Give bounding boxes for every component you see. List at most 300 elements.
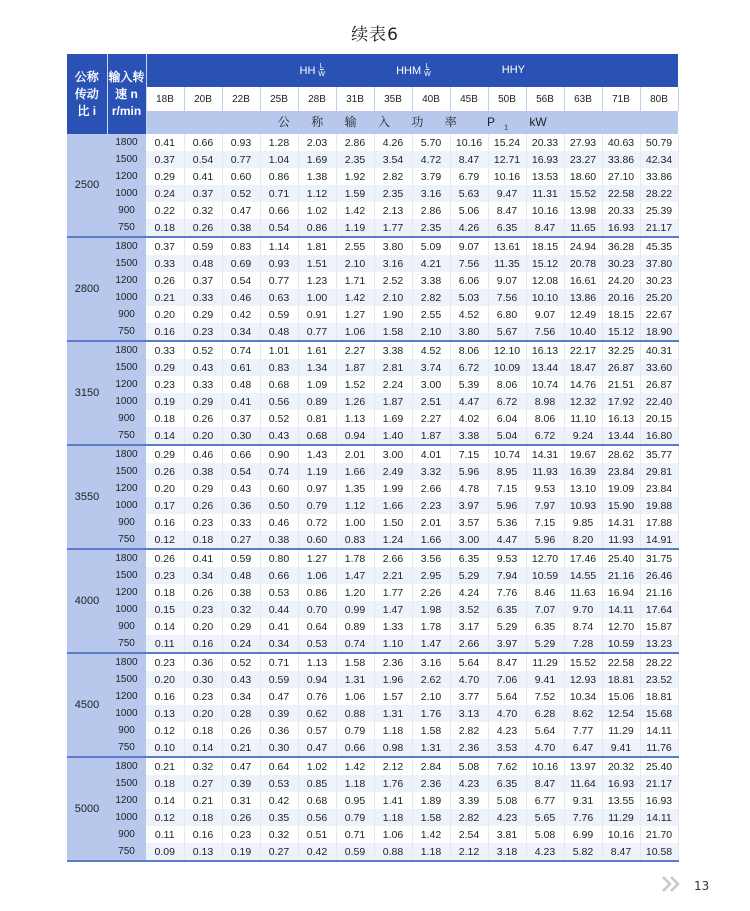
power-value-cell: 1.66 <box>412 531 450 549</box>
table-row <box>67 584 678 601</box>
power-value-cell: 1.06 <box>336 323 374 341</box>
power-value-cell: 7.56 <box>450 255 488 272</box>
power-value-cell: 17.46 <box>564 549 602 567</box>
power-value-cell: 15.87 <box>640 618 678 635</box>
power-value-cell: 21.70 <box>640 826 678 843</box>
power-value-cell: 0.99 <box>336 601 374 618</box>
power-value-cell: 1.61 <box>298 341 336 359</box>
table-row <box>67 497 678 514</box>
power-value-cell: 0.12 <box>146 531 184 549</box>
power-value-cell: 10.34 <box>564 688 602 705</box>
power-value-cell: 2.23 <box>412 497 450 514</box>
power-value-cell: 14.11 <box>640 722 678 739</box>
power-value-cell: 0.33 <box>222 514 260 531</box>
power-value-cell: 25.40 <box>640 757 678 775</box>
power-value-cell: 0.57 <box>298 722 336 739</box>
power-value-cell: 25.39 <box>640 202 678 219</box>
size-header-cell: 71B <box>602 87 640 111</box>
table-row <box>67 410 678 427</box>
power-value-cell: 0.33 <box>146 341 184 359</box>
power-value-cell: 0.74 <box>336 635 374 653</box>
power-value-cell: 2.35 <box>336 151 374 168</box>
power-value-cell: 0.77 <box>298 323 336 341</box>
power-value-cell: 19.67 <box>564 445 602 463</box>
power-value-cell: 2.03 <box>298 134 336 151</box>
power-value-cell: 13.53 <box>526 168 564 185</box>
power-value-cell: 11.29 <box>602 809 640 826</box>
power-value-cell: 9.70 <box>564 601 602 618</box>
power-value-cell: 0.71 <box>336 826 374 843</box>
power-value-cell: 0.26 <box>222 809 260 826</box>
power-value-cell: 1.12 <box>336 497 374 514</box>
power-value-cell: 0.53 <box>260 584 298 601</box>
power-value-cell: 5.64 <box>450 653 488 671</box>
power-value-cell: 4.72 <box>412 151 450 168</box>
power-value-cell: 0.36 <box>184 653 222 671</box>
speed-cell: 1500 <box>107 775 146 792</box>
power-value-cell: 4.02 <box>450 410 488 427</box>
power-value-cell: 3.32 <box>412 463 450 480</box>
power-value-cell: 1.58 <box>412 809 450 826</box>
power-value-cell: 22.58 <box>602 185 640 202</box>
speed-cell: 1500 <box>107 463 146 480</box>
power-value-cell: 0.36 <box>260 722 298 739</box>
power-value-cell: 0.77 <box>222 151 260 168</box>
power-value-cell: 13.23 <box>640 635 678 653</box>
power-value-cell: 1.69 <box>298 151 336 168</box>
speed-cell: 750 <box>107 739 146 757</box>
power-value-cell: 0.48 <box>222 376 260 393</box>
power-value-cell: 7.97 <box>526 497 564 514</box>
table-row <box>67 635 678 653</box>
power-value-cell: 1.02 <box>298 202 336 219</box>
power-value-cell: 6.35 <box>488 219 526 237</box>
power-value-cell: 1.14 <box>260 237 298 255</box>
speed-column-header: 输入转 速 n r/min <box>107 54 146 134</box>
power-value-cell: 2.13 <box>374 202 412 219</box>
power-value-cell: 12.10 <box>488 341 526 359</box>
power-value-cell: 5.36 <box>488 514 526 531</box>
table-row <box>67 255 678 272</box>
power-value-cell: 0.54 <box>222 463 260 480</box>
power-value-cell: 0.16 <box>146 323 184 341</box>
power-value-cell: 3.79 <box>412 168 450 185</box>
speed-cell: 1200 <box>107 272 146 289</box>
speed-cell: 1000 <box>107 601 146 618</box>
power-value-cell: 1.40 <box>374 427 412 445</box>
power-value-cell: 12.49 <box>564 306 602 323</box>
power-value-cell: 1.42 <box>336 757 374 775</box>
power-value-cell: 0.29 <box>146 168 184 185</box>
size-header-cell: 80B <box>640 87 678 111</box>
power-value-cell: 21.17 <box>640 219 678 237</box>
power-value-cell: 0.42 <box>222 306 260 323</box>
power-value-cell: 0.94 <box>298 671 336 688</box>
power-value-cell: 0.20 <box>146 480 184 497</box>
power-value-cell: 0.86 <box>298 584 336 601</box>
power-value-cell: 9.41 <box>602 739 640 757</box>
power-value-cell: 6.04 <box>488 410 526 427</box>
power-value-cell: 10.09 <box>488 359 526 376</box>
ratio-column-header: 公称 传动 比 i <box>67 54 107 134</box>
power-value-cell: 0.21 <box>184 792 222 809</box>
power-value-cell: 15.68 <box>640 705 678 722</box>
power-value-cell: 3.81 <box>488 826 526 843</box>
power-value-cell: 2.27 <box>412 410 450 427</box>
power-value-cell: 0.38 <box>260 531 298 549</box>
power-value-cell: 7.15 <box>488 480 526 497</box>
table-row <box>67 739 678 757</box>
speed-cell: 1800 <box>107 237 146 255</box>
power-value-cell: 0.29 <box>222 618 260 635</box>
power-value-cell: 0.13 <box>184 843 222 861</box>
power-value-cell: 0.14 <box>184 739 222 757</box>
power-value-cell: 42.34 <box>640 151 678 168</box>
power-value-cell: 1.27 <box>336 306 374 323</box>
table-row <box>67 618 678 635</box>
power-value-cell: 3.80 <box>450 323 488 341</box>
power-value-cell: 0.52 <box>222 653 260 671</box>
speed-cell: 900 <box>107 202 146 219</box>
power-value-cell: 7.06 <box>488 671 526 688</box>
power-value-cell: 15.12 <box>526 255 564 272</box>
power-value-cell: 0.41 <box>146 134 184 151</box>
power-value-cell: 27.93 <box>564 134 602 151</box>
power-value-cell: 20.15 <box>640 410 678 427</box>
power-value-cell: 45.35 <box>640 237 678 255</box>
power-value-cell: 0.23 <box>184 514 222 531</box>
power-value-cell: 20.78 <box>564 255 602 272</box>
page-number: 13 <box>694 879 710 893</box>
power-value-cell: 1.34 <box>298 359 336 376</box>
power-value-cell: 21.17 <box>640 775 678 792</box>
power-value-cell: 0.60 <box>222 168 260 185</box>
power-value-cell: 1.76 <box>374 775 412 792</box>
power-value-cell: 5.63 <box>450 185 488 202</box>
power-value-cell: 1.38 <box>298 168 336 185</box>
power-value-cell: 0.47 <box>260 688 298 705</box>
power-value-cell: 0.16 <box>184 826 222 843</box>
power-value-cell: 30.23 <box>602 255 640 272</box>
power-value-cell: 37.80 <box>640 255 678 272</box>
power-value-cell: 24.94 <box>564 237 602 255</box>
power-value-cell: 19.09 <box>602 480 640 497</box>
speed-cell: 750 <box>107 323 146 341</box>
power-value-cell: 0.60 <box>298 531 336 549</box>
power-value-cell: 2.82 <box>450 809 488 826</box>
power-value-cell: 2.27 <box>336 341 374 359</box>
size-header-cell: 35B <box>374 87 412 111</box>
power-value-cell: 0.53 <box>298 635 336 653</box>
power-value-cell: 10.16 <box>526 202 564 219</box>
power-value-cell: 28.22 <box>640 185 678 202</box>
power-value-cell: 11.64 <box>564 775 602 792</box>
table-row <box>67 272 678 289</box>
power-value-cell: 1.19 <box>298 463 336 480</box>
power-value-cell: 7.15 <box>526 514 564 531</box>
power-value-cell: 18.15 <box>526 237 564 255</box>
power-value-cell: 0.71 <box>260 185 298 202</box>
power-value-cell: 0.30 <box>260 739 298 757</box>
power-value-cell: 21.51 <box>602 376 640 393</box>
power-value-cell: 17.88 <box>640 514 678 531</box>
power-value-cell: 0.59 <box>222 549 260 567</box>
power-value-cell: 0.26 <box>146 549 184 567</box>
power-value-cell: 15.52 <box>564 185 602 202</box>
power-value-cell: 0.86 <box>260 168 298 185</box>
power-value-cell: 14.55 <box>564 567 602 584</box>
power-value-cell: 5.82 <box>564 843 602 861</box>
power-value-cell: 0.86 <box>298 219 336 237</box>
power-value-cell: 6.80 <box>488 306 526 323</box>
power-value-cell: 10.16 <box>602 826 640 843</box>
power-value-cell: 0.31 <box>222 792 260 809</box>
power-value-cell: 13.86 <box>564 289 602 306</box>
power-value-cell: 9.07 <box>526 306 564 323</box>
power-value-cell: 19.88 <box>640 497 678 514</box>
power-value-cell: 1.47 <box>374 601 412 618</box>
power-value-cell: 20.33 <box>602 202 640 219</box>
power-value-cell: 3.38 <box>412 272 450 289</box>
power-value-cell: 0.38 <box>222 584 260 601</box>
power-value-cell: 3.38 <box>450 427 488 445</box>
power-value-cell: 6.35 <box>526 618 564 635</box>
power-value-cell: 15.52 <box>564 653 602 671</box>
power-value-cell: 4.01 <box>412 445 450 463</box>
power-value-cell: 16.93 <box>526 151 564 168</box>
power-value-cell: 0.32 <box>260 826 298 843</box>
power-value-cell: 3.16 <box>412 185 450 202</box>
power-value-cell: 0.66 <box>260 567 298 584</box>
power-value-cell: 21.16 <box>602 567 640 584</box>
power-value-cell: 2.36 <box>412 775 450 792</box>
table-row <box>67 393 678 410</box>
power-value-cell: 0.66 <box>222 445 260 463</box>
power-value-cell: 0.41 <box>222 393 260 410</box>
power-value-cell: 1.06 <box>374 826 412 843</box>
power-value-cell: 0.63 <box>260 289 298 306</box>
power-value-cell: 0.32 <box>222 601 260 618</box>
power-value-cell: 1.58 <box>336 653 374 671</box>
power-value-cell: 1.87 <box>336 359 374 376</box>
power-value-cell: 18.90 <box>640 323 678 341</box>
power-value-cell: 28.22 <box>640 653 678 671</box>
power-value-cell: 0.68 <box>260 376 298 393</box>
power-value-cell: 0.85 <box>298 775 336 792</box>
power-value-cell: 0.79 <box>336 809 374 826</box>
power-value-cell: 2.82 <box>374 168 412 185</box>
power-value-cell: 0.23 <box>222 826 260 843</box>
power-value-cell: 0.77 <box>260 272 298 289</box>
power-value-cell: 1.81 <box>298 237 336 255</box>
power-value-cell: 22.17 <box>564 341 602 359</box>
power-value-cell: 23.84 <box>602 463 640 480</box>
power-value-cell: 7.62 <box>488 757 526 775</box>
table-row <box>67 376 678 393</box>
power-value-cell: 2.01 <box>412 514 450 531</box>
power-value-cell: 0.48 <box>260 323 298 341</box>
table-row <box>67 705 678 722</box>
power-value-cell: 10.59 <box>602 635 640 653</box>
power-value-cell: 0.44 <box>260 601 298 618</box>
power-value-cell: 3.13 <box>450 705 488 722</box>
power-value-cell: 6.35 <box>450 549 488 567</box>
table-row <box>67 306 678 323</box>
chevron-right-icon <box>660 874 684 894</box>
power-value-cell: 5.06 <box>450 202 488 219</box>
power-value-cell: 0.21 <box>146 757 184 775</box>
power-value-cell: 0.46 <box>184 445 222 463</box>
power-value-cell: 0.18 <box>184 809 222 826</box>
power-value-cell: 13.10 <box>564 480 602 497</box>
power-value-cell: 0.14 <box>146 792 184 809</box>
power-value-cell: 1.69 <box>374 410 412 427</box>
ratio-cell: 2500 <box>67 134 107 237</box>
power-value-cell: 23.27 <box>564 151 602 168</box>
power-value-cell: 0.27 <box>222 531 260 549</box>
power-rating-table <box>67 54 679 862</box>
power-value-cell: 14.76 <box>564 376 602 393</box>
power-value-cell: 4.23 <box>488 722 526 739</box>
power-value-cell: 0.26 <box>184 584 222 601</box>
power-value-cell: 1.28 <box>260 134 298 151</box>
power-value-cell: 11.65 <box>564 219 602 237</box>
power-value-cell: 0.12 <box>146 809 184 826</box>
ratio-cell: 2800 <box>67 237 107 341</box>
power-value-cell: 0.59 <box>336 843 374 861</box>
power-value-cell: 7.56 <box>526 323 564 341</box>
power-value-cell: 4.26 <box>374 134 412 151</box>
power-value-cell: 3.17 <box>450 618 488 635</box>
power-value-cell: 1.02 <box>298 757 336 775</box>
power-value-cell: 0.70 <box>298 601 336 618</box>
power-value-cell: 0.62 <box>298 705 336 722</box>
power-value-cell: 2.81 <box>374 359 412 376</box>
power-value-cell: 8.47 <box>450 151 488 168</box>
power-value-cell: 3.53 <box>488 739 526 757</box>
speed-cell: 1800 <box>107 757 146 775</box>
power-value-cell: 0.32 <box>184 202 222 219</box>
power-value-cell: 0.20 <box>146 306 184 323</box>
power-value-cell: 1.66 <box>374 497 412 514</box>
power-value-cell: 0.89 <box>336 618 374 635</box>
power-value-cell: 28.62 <box>602 445 640 463</box>
power-value-cell: 50.79 <box>640 134 678 151</box>
power-value-cell: 16.39 <box>564 463 602 480</box>
power-value-cell: 7.15 <box>450 445 488 463</box>
power-value-cell: 13.44 <box>526 359 564 376</box>
table-row <box>67 323 678 341</box>
power-value-cell: 18.81 <box>602 671 640 688</box>
power-value-cell: 1.50 <box>374 514 412 531</box>
power-value-cell: 1.01 <box>260 341 298 359</box>
power-value-cell: 0.34 <box>222 323 260 341</box>
power-value-cell: 16.80 <box>640 427 678 445</box>
power-value-cell: 10.59 <box>526 567 564 584</box>
power-value-cell: 0.19 <box>222 843 260 861</box>
power-value-cell: 14.31 <box>602 514 640 531</box>
power-value-cell: 0.23 <box>184 323 222 341</box>
power-value-cell: 9.07 <box>450 237 488 255</box>
power-value-cell: 2.66 <box>450 635 488 653</box>
power-value-cell: 9.07 <box>488 272 526 289</box>
series-hhy: HHY <box>501 64 526 77</box>
power-value-cell: 4.70 <box>526 739 564 757</box>
power-value-cell: 0.50 <box>260 497 298 514</box>
power-value-cell: 11.29 <box>526 653 564 671</box>
power-value-cell: 3.54 <box>374 151 412 168</box>
power-value-cell: 0.51 <box>298 826 336 843</box>
power-value-cell: 0.29 <box>146 359 184 376</box>
power-value-cell: 0.56 <box>260 393 298 410</box>
power-value-cell: 8.74 <box>564 618 602 635</box>
power-value-cell: 8.62 <box>564 705 602 722</box>
power-value-cell: 0.88 <box>336 705 374 722</box>
power-value-cell: 4.21 <box>412 255 450 272</box>
size-header-cell: 56B <box>526 87 564 111</box>
power-value-cell: 7.76 <box>564 809 602 826</box>
power-value-cell: 0.94 <box>336 427 374 445</box>
power-value-cell: 0.23 <box>184 601 222 618</box>
power-value-cell: 2.49 <box>374 463 412 480</box>
speed-cell: 1000 <box>107 289 146 306</box>
power-value-cell: 9.24 <box>564 427 602 445</box>
power-value-cell: 0.46 <box>222 289 260 306</box>
power-value-cell: 15.12 <box>602 323 640 341</box>
power-value-cell: 0.79 <box>336 722 374 739</box>
power-value-cell: 0.52 <box>222 185 260 202</box>
power-value-cell: 0.14 <box>146 618 184 635</box>
power-value-cell: 13.55 <box>602 792 640 809</box>
speed-cell: 1800 <box>107 445 146 463</box>
power-value-cell: 35.77 <box>640 445 678 463</box>
size-header-cell: 40B <box>412 87 450 111</box>
power-value-cell: 8.46 <box>526 584 564 601</box>
speed-cell: 1000 <box>107 393 146 410</box>
table-row <box>67 792 678 809</box>
speed-cell: 900 <box>107 514 146 531</box>
power-value-cell: 0.68 <box>298 792 336 809</box>
power-value-cell: 22.40 <box>640 393 678 410</box>
power-value-cell: 9.41 <box>526 671 564 688</box>
power-value-cell: 0.93 <box>260 255 298 272</box>
power-value-cell: 0.39 <box>260 705 298 722</box>
size-header-cell: 18B <box>146 87 184 111</box>
power-value-cell: 0.14 <box>146 427 184 445</box>
power-value-cell: 12.93 <box>564 671 602 688</box>
power-value-cell: 1.41 <box>374 792 412 809</box>
power-value-cell: 11.29 <box>602 722 640 739</box>
power-value-cell: 10.93 <box>564 497 602 514</box>
power-value-cell: 0.29 <box>184 306 222 323</box>
power-value-cell: 2.10 <box>412 323 450 341</box>
power-value-cell: 1.00 <box>336 514 374 531</box>
table-row <box>67 722 678 739</box>
power-value-cell: 1.92 <box>336 168 374 185</box>
power-value-cell: 0.20 <box>184 427 222 445</box>
power-value-cell: 4.23 <box>526 843 564 861</box>
power-value-cell: 0.66 <box>260 202 298 219</box>
power-value-cell: 0.19 <box>146 393 184 410</box>
ratio-cell: 5000 <box>67 757 107 861</box>
power-value-cell: 9.53 <box>526 480 564 497</box>
power-value-cell: 5.03 <box>450 289 488 306</box>
power-value-cell: 16.94 <box>602 584 640 601</box>
table-row <box>67 671 678 688</box>
power-value-cell: 25.40 <box>602 549 640 567</box>
power-value-cell: 23.84 <box>640 480 678 497</box>
speed-cell: 900 <box>107 618 146 635</box>
